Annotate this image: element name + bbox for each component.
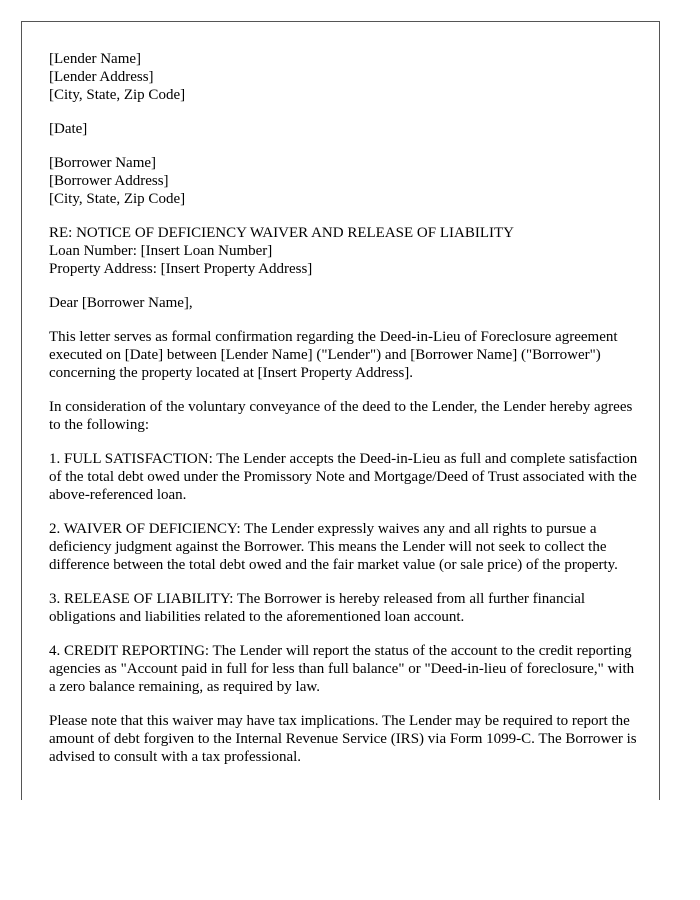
re-block	[49, 224, 639, 278]
lender-city-state-zip: [City, State, Zip Code]	[49, 87, 186, 103]
loan-number: Loan Number: [Insert Loan Number]	[49, 243, 273, 259]
salutation: Dear [Borrower Name],	[49, 295, 193, 311]
salutation-block	[49, 294, 639, 312]
letter-page	[21, 21, 660, 800]
borrower-city-state-zip: [City, State, Zip Code]	[49, 191, 186, 207]
borrower-address: [Borrower Address]	[49, 173, 169, 189]
paragraph-release-of-liability: 3. RELEASE OF LIABILITY: The Borrower is hereby released from all further financial obligations and liabilities related to the aforementioned loan account.	[49, 591, 586, 625]
letter-body	[49, 50, 639, 782]
lender-address-block	[49, 50, 639, 104]
date-block	[49, 120, 639, 138]
property-address: Property Address: [Insert Property Address]	[49, 261, 313, 277]
lender-name: [Lender Name]	[49, 51, 142, 67]
lender-address: [Lender Address]	[49, 69, 154, 85]
paragraph-waiver-of-deficiency: 2. WAIVER OF DEFICIENCY: The Lender expressly waives any and all rights to pursue a deficiency judgment against the Borrower. This means the Lender will not seek to collect the difference between the total debt owed and the fair market value (or sale price) of the property.	[49, 521, 618, 573]
paragraph-tax-notice: Please note that this waiver may have tax implications. The Lender may be required to report the amount of debt forgiven to the Internal Revenue Service (IRS) via Form 1099-C. The Borrower is advised to consult with a tax professional.	[49, 713, 637, 765]
re-subject: RE: NOTICE OF DEFICIENCY WAIVER AND RELEASE OF LIABILITY	[49, 225, 514, 241]
borrower-address-block	[49, 154, 639, 208]
letter-date: [Date]	[49, 121, 88, 137]
paragraph-confirmation: This letter serves as formal confirmation regarding the Deed-in-Lieu of Foreclosure agreement executed on [Date] between [Lender Name] ("Lender") and [Borrower Name] ("Borrower") concerning the property located at [Insert Property Address].	[49, 329, 618, 381]
paragraph-consideration: In consideration of the voluntary conveyance of the deed to the Lender, the Lender hereby agrees to the following:	[49, 399, 633, 433]
paragraph-credit-reporting: 4. CREDIT REPORTING: The Lender will report the status of the account to the credit reporting agencies as "Account paid in full for less than full balance" or "Deed-in-lieu of foreclosure," with a zero balance remaining, as required by law.	[49, 643, 635, 695]
borrower-name: [Borrower Name]	[49, 155, 157, 171]
paragraph-full-satisfaction: 1. FULL SATISFACTION: The Lender accepts the Deed-in-Lieu as full and complete satisfaction of the total debt owed under the Promissory Note and Mortgage/Deed of Trust associated with the above-referenced loan.	[49, 451, 638, 503]
